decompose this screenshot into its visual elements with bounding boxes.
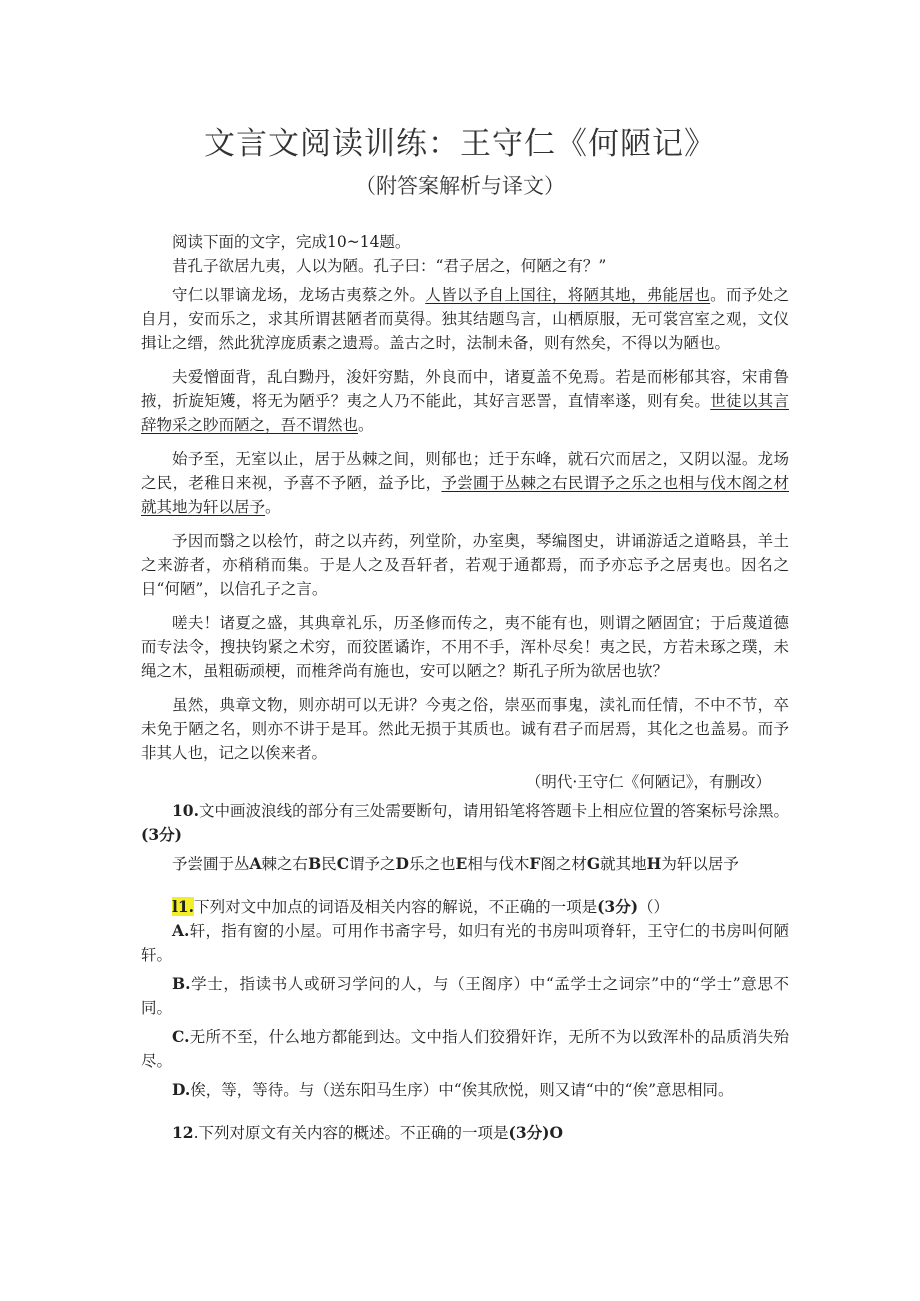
break-option-a: A [249,854,262,873]
option-text: 轩，指有窗的小屋。可用作书斋字号，如归有光的书房叫项脊轩，王守仁的书房叫何陋轩。 [141,922,789,964]
question-12 [141,1121,789,1145]
passage-paragraph-3 [141,365,789,437]
paragraph-text: 。 [265,498,281,516]
break-option-h: H [646,854,662,873]
option-label: B. [172,974,191,993]
question-10 [141,799,789,847]
paragraph-text: 守仁以罪谪龙场，龙场古夷蔡之外。 [172,286,426,304]
passage-content [141,230,789,1145]
option-label: C. [172,1027,190,1046]
sentence-segment: 予尝圃于丛 [172,855,250,873]
question-text: 文中画波浪线的部分有三处需要断句，请用铅笔将答题卡上相应位置的答案标号涂黑。 [198,802,789,820]
break-option-f: F [529,854,541,873]
answer-placeholder: O [549,1123,563,1142]
passage-paragraph-6: 嗟夫！诸夏之盛，其典章礼乐，历圣修而传之，夷不能有也，则谓之陋固宜；于后蔑道德而专法令，搜抉钧紧之术穷，而狡匿谲诈，不用不手，浑朴尽矣！夷之民，方若未琢之璞，未绳之木，虽粗砺顽梗，而椎斧尚有施也，安可以陋之？斯孔子所为欲居也欤？ [141,614,789,680]
option-label: A. [172,921,190,940]
break-option-c: C [336,854,350,873]
sentence-segment: 谓予之 [349,855,396,873]
answer-bracket: （） [638,898,670,916]
passage-paragraph-2 [141,283,789,355]
option-text: 学士，指读书人或研习学问的人，与（王阁序）中“孟学士之词宗”中的“学士”意思不同。 [141,975,789,1017]
passage-paragraph-7: 虽然，典章文物，则亦胡可以无讲？今夷之俗，崇巫而事鬼，渎礼而任情，不中不节，卒未免于陋之名，则亦不讲于是耳。然此无损于其质也。诚有君子而居焉，其化之也盖易。而予非其人也，记之以俟来者。 [141,696,789,762]
option-d [141,1078,789,1102]
sentence-segment: 阁之材 [540,855,587,873]
break-option-d: D [395,854,409,873]
break-option-g: G [586,854,601,873]
sentence-segment: 棘之右 [261,855,309,873]
sentence-segment: 就其地 [600,855,647,873]
paragraph-text: 夫爱憎面背，乱白黝丹，浚奸穷黠，外良而中，诸夏盖不免焉。若是而彬郁其容，宋甫鲁掖，折旋矩矱，将无为陋乎？夷之人乃不能此，其好言恶詈，直情率遂，则有矣。 [141,368,789,410]
question-number: 10. [172,801,199,820]
sentence-segment: 为轩以居予 [661,855,739,873]
passage-paragraph-5: 予因而翳之以桧竹，莳之以卉药，列堂阶，办室奥，琴编图史，讲诵游适之道略县，羊土之来游者，亦稍稍而集。于是人之及吾轩者，若观于通都焉，而予亦忘予之居夷也。因名之日“何陋”，以信孔子之言。 [141,532,789,598]
paragraph-text: 。 [358,416,374,434]
question-number: 12 [172,1123,194,1142]
underlined-sentence-2: 世徒以其言辞物采之眇而陋之，吾不谓然也 [141,392,789,434]
option-label: D. [172,1080,191,1099]
break-option-b: B [308,854,322,873]
break-option-e: E [455,854,468,873]
question-10-sentence [141,852,789,876]
question-11 [141,895,789,919]
instruction-line: 阅读下面的文字，完成10~14题。 [172,233,411,251]
paragraph-text: 。而予处之自月，安而乐之，求其所谓甚陋者而莫得。独其结题鸟言，山栖原服，无可裳宫室之观，文仪揖让之缙，然此犹淳庞质素之遗焉。盖古之时，法制未备，则有然矣，不得以为陋也。 [141,286,789,352]
question-score: (3分) [508,1123,550,1142]
option-text: 俟，等，等待。与（送东阳马生序）中“俟其欣悦，则又请“中的“俟”意思相同。 [190,1081,734,1099]
source-citation: （明代·王守仁《何陋记》，有删改） [525,773,771,791]
wavy-underlined-sentence: 予尝圃于丛棘之右民谓予之乐之也相与伐木阁之材就其地为轩以居予 [141,474,789,516]
question-number: l1. [172,897,195,916]
document-subtitle: （附答案解析与译文） [355,174,565,198]
passage-paragraph-1: 昔孔子欲居九夷，人以为陋。孔子曰：“君子居之，何陋之有？” [172,257,607,275]
option-text: 无所不至，什么地方都能到达。文中指人们狡猾奸诈，无所不为以致浑朴的品质消失殆尽。 [141,1028,789,1070]
sentence-segment: 相与伐木 [467,855,530,873]
option-b [141,972,789,1020]
paragraph-text: 始予至，无室以止，居于丛棘之间，则郁也；迁于东峰，就石穴而居之，又阴以湿。龙场之民，老稚日来视，予喜不予陋，益予比， [141,450,789,492]
question-score: (3分) [597,897,639,916]
passage-paragraph-4 [141,447,789,519]
sentence-segment: 乐之也 [409,855,456,873]
option-a [141,919,789,967]
option-c [141,1025,789,1073]
document-title: 文言文阅读训练：王守仁《何陋记》 [204,126,716,162]
question-text: .下列对原文有关内容的概述。不正确的一项是 [193,1124,509,1142]
question-text: 下列对文中加点的词语及相关内容的解说，不正确的一项是 [194,898,598,916]
underlined-sentence-1: 人皆以予自上国往，将陋其地，弗能居也 [425,286,711,304]
sentence-segment: 民 [321,855,337,873]
question-score: (3分) [141,825,182,844]
